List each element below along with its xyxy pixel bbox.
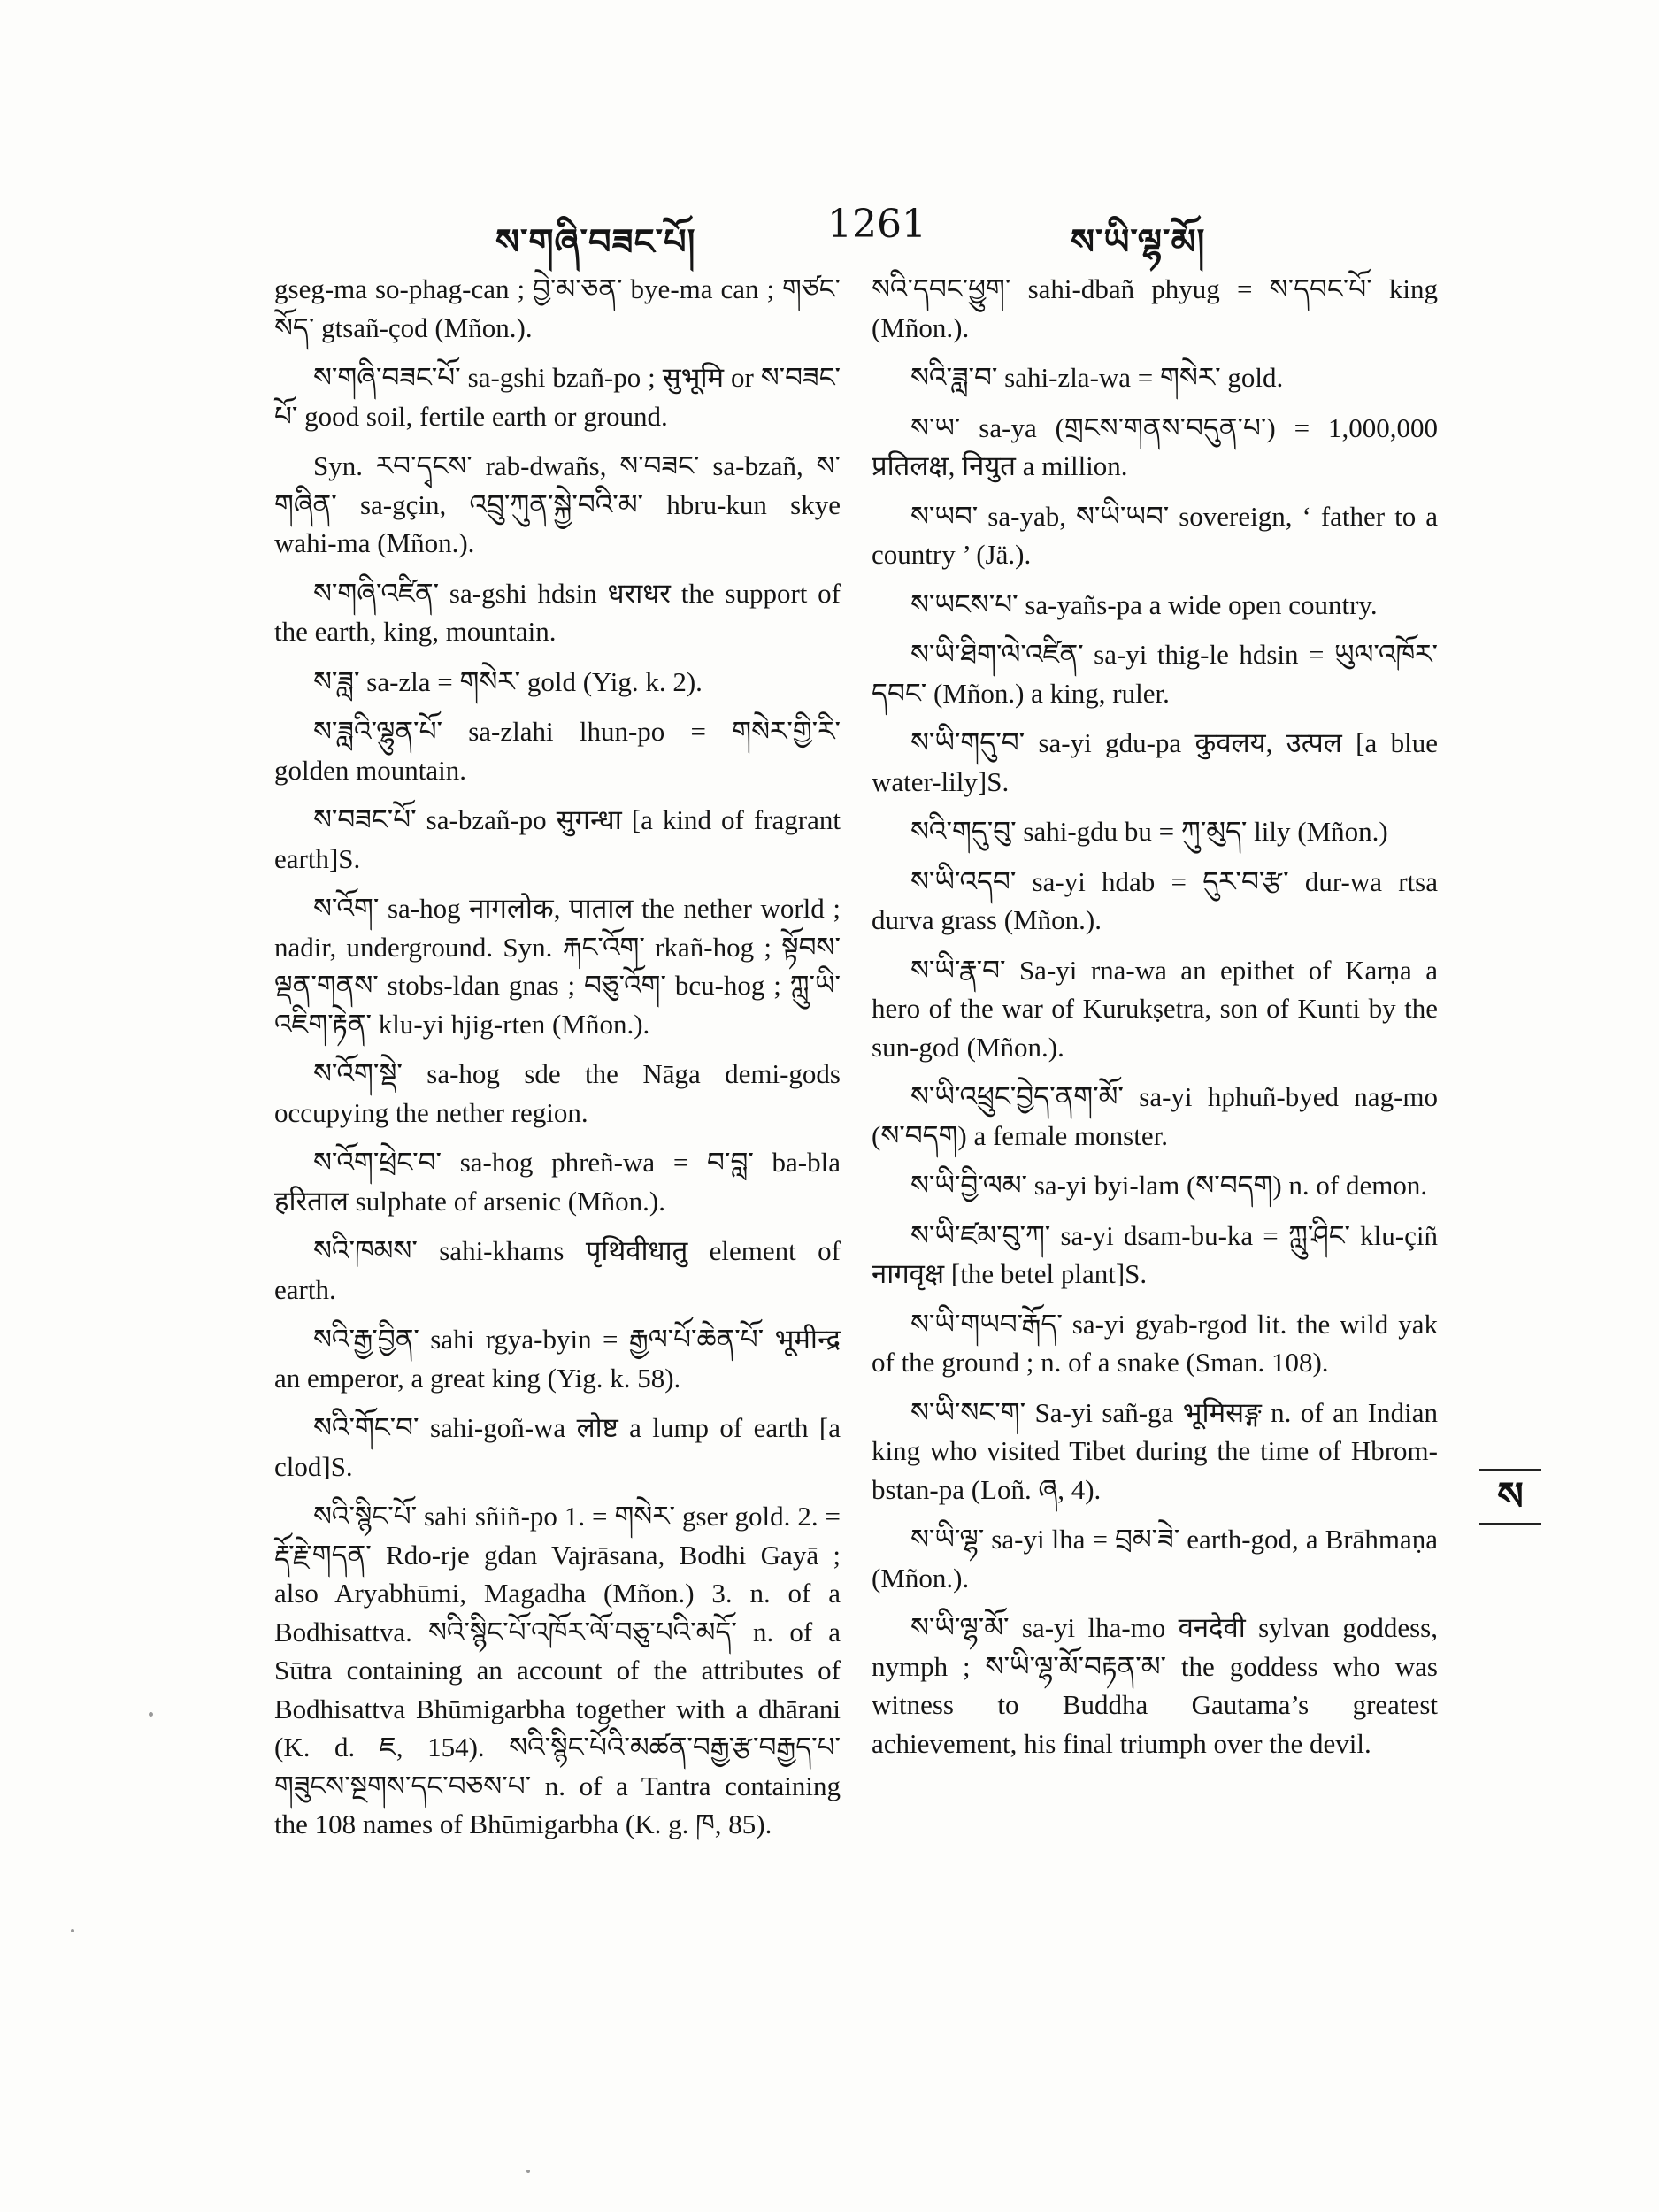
entry: སའི་རྒྱ་བྱིན་ sahi rgya-byin = རྒྱལ་པོ་ཆེན་པོ་ भूमीन्द्र an emperor, a great king (Yig. k. 58). xyxy=(274,1324,841,1394)
entry: Syn. རབ་དྭངས་ rab-dwañs, ས་བཟང་ sa-bzañ, ས་གཞིན་ sa-gçin, འབྲུ་ཀུན་སྐྱེ་བའི་མ་ hbru-kun skye wahi-ma (Mñon.). xyxy=(274,450,841,558)
entry: ས་འོག་ཕྲེང་བ་ sa-hog phreñ-wa = བ་བླ་ ba-bla हरिताल sulphate of arsenic (Mñon.). xyxy=(274,1147,841,1217)
entry: སའི་གོང་བ་ sahi-goñ-wa लोष्ट a lump of earth [a clod]S. xyxy=(274,1412,841,1482)
entry: gseg-ma so-phag-can ; བྱེ་མ་ཅན་ bye-ma can ; གཙང་སོད་ gtsañ-çod (Mñon.). xyxy=(274,273,841,343)
entry: ས་ཡི་ཛམ་བུ་ཀ་ sa-yi dsam-bu-ka = ཀླུ་ཤིང་ klu-çiñ नागवृक्ष [the betel plant]S. xyxy=(872,1219,1438,1289)
header-left-guide-word: ས་གཞི་བཟང་པོ། xyxy=(495,221,696,263)
entry: ས་ཡི་གཡབ་རྒོད་ sa-yi gyab-rgod lit. the wild yak of the ground ; n. of a snake (Sman. 108). xyxy=(872,1308,1438,1378)
page-number: 1261 xyxy=(827,202,926,247)
entry: ས་བཟང་པོ་ sa-bzañ-po सुगन्धा [a kind of fragrant earth]S. xyxy=(274,804,841,874)
right-column xyxy=(872,270,1438,1774)
section-letter: ས xyxy=(1497,1474,1524,1519)
entry: སའི་སྙིང་པོ་ sahi sñiñ-po 1. = གསེར་ gser gold. 2. = རྡོ་རྗེ་གདན་ Rdo-rje gdan Vajrāsana, Bodhi Gayā ; also Aryabhūmi, Magadha (Mñon.) 3. n. of a Bodhisattva. སའི་སྙིང་པོ་འཁོར་ལོ་བཅུ་པའི་མདོ་ n. of a Sūtra containing an account of the attributes of Bodhisattva Bhūmigarbha together with a dhārani (K. d. ཇ, 154). སའི་སྙིང་པོའི་མཚན་བརྒྱ་རྩ་བརྒྱད་པ་གཟུངས་སྔགས་དང་བཅས་པ་ n. of a Tantra containing the 108 names of Bhūmigarbha (K. g. ཁ, 85). xyxy=(274,1501,841,1839)
section-thumb-marker xyxy=(1479,1469,1541,1525)
entry: ས་གཞི་འཛིན་ sa-gshi hdsin धराधर the support of the earth, king, mountain. xyxy=(274,577,841,647)
entry: ས་ཡི་སང་ག་ Sa-yi sañ-ga भूमिसङ्ग n. of an Indian king who visited Tibet during the time of Hbrom-bstan-pa (Loñ. ཞ, 4). xyxy=(872,1396,1438,1505)
entry: སའི་ཁམས་ sahi-khams पृथिवीधातु element of earth. xyxy=(274,1235,841,1305)
entry: ས་འོག་ sa-hog नागलोक, पाताल the nether world ; nadir, underground. Syn. རྐང་འོག་ rkañ-hog ; སྟོབས་ལྡན་གནས་ stobs-ldan gnas ; བཅུ་འོག་ bcu-hog ; ཀླུ་ཡི་འཇིག་རྟེན་ klu-yi hjig-rten (Mñon.). xyxy=(274,893,841,1040)
entry: ས་ཡི་འཕྲུང་བྱེད་ནག་མོ་ sa-yi hphuñ-byed nag-mo (ས་བདག) a female monster. xyxy=(872,1081,1438,1151)
entry: ས་ཡི་རྣ་བ་ Sa-yi rna-wa an epithet of Karṇa a hero of the war of Kurukṣetra, son of Kunti by the sun-god (Mñon.). xyxy=(872,954,1438,1063)
entry: ས་ཡི་གདུ་བ་ sa-yi gdu-pa कुवलय, उत्पल [a blue water-lily]S. xyxy=(872,727,1438,797)
scan-speck xyxy=(149,1712,153,1717)
entry: སའི་ཟླ་བ་ sahi-zla-wa = གསེར་ gold. xyxy=(910,362,1284,393)
entry: ས་ཡི་ལྷ་མོ་ sa-yi lha-mo वनदेवी sylvan goddess, nymph ; ས་ཡི་ལྷ་མོ་བརྟན་མ་ the goddess who was witness to Buddha Gautama’s greatest achievement, his final triumph over the devil. xyxy=(872,1612,1438,1759)
entry: ས་འོག་སྡེ་ sa-hog sde the Nāga demi-gods occupying the nether region. xyxy=(274,1058,841,1128)
entry: ས་ཡི་ལྷ་ sa-yi lha = བྲམ་ཟེ་ earth-god, a Brāhmaṇa (Mñon.). xyxy=(872,1524,1438,1594)
scan-speck xyxy=(526,2170,530,2173)
entry: ས་ཡབ་ sa-yab, ས་ཡི་ཡབ་ sovereign, ‘ father to a country ’ (Jä.). xyxy=(872,500,1438,570)
entry: ས་ཡི་འདབ་ sa-yi hdab = དུར་བ་རྩ་ dur-wa rtsa durva grass (Mñon.). xyxy=(872,865,1438,935)
entry: ས་ཡི་བྱི་ལམ་ sa-yi byi-lam (ས་བདག) n. of demon. xyxy=(910,1170,1428,1201)
entry: ས་གཞི་བཟང་པོ་ sa-gshi bzañ-po ; सुभूमि or ས་བཟང་པོ་ good soil, fertile earth or ground. xyxy=(274,362,841,432)
entry: སའི་གདུ་བུ་ sahi-gdu bu = ཀུ་མུད་ lily (Mñon.) xyxy=(910,816,1388,847)
left-column xyxy=(274,270,841,1855)
entry: ས་ཡངས་པ་ sa-yañs-pa a wide open country. xyxy=(910,588,1378,620)
entry: ས་ཟླའི་ལྷུན་པོ་ sa-zlahi lhun-po = གསེར་གྱི་རི་ golden mountain. xyxy=(274,716,841,786)
entry: ས་ཡི་ཐིག་ལེ་འཛིན་ sa-yi thig-le hdsin = ཡུལ་འཁོར་དབང་ (Mñon.) a king, ruler. xyxy=(872,639,1438,709)
entry: སའི་དབང་ཕྱུག་ sahi-dbañ phyug = ས་དབང་པོ་ king (Mñon.). xyxy=(872,273,1438,343)
entry: ས་ཟླ་ sa-zla = གསེར་ gold (Yig. k. 2). xyxy=(313,665,703,697)
header-right-guide-word: ས་ཡི་ལྷ་མོ། xyxy=(1071,221,1206,263)
scan-speck xyxy=(71,1929,74,1932)
page-header xyxy=(0,202,1659,263)
entry: ས་ཡ་ sa-ya (གྲངས་གནས་བདུན་པ་) = 1,000,000 प्रतिलक्ष, नियुत a million. xyxy=(872,411,1438,481)
